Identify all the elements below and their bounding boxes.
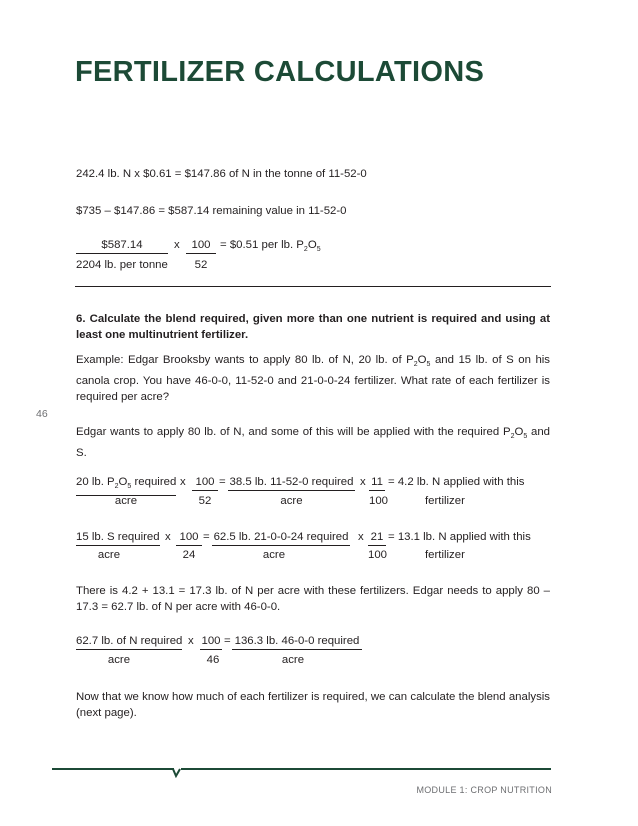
calc3-result: = $0.51 per lb. $P_2O_5$ [220,239,321,253]
eq2-times-2: x [358,531,364,543]
eq3-times: x [188,635,194,647]
summary-paragraph: There is 4.2 + 13.1 = 17.3 lb. of N per acre with these fertilizers. Edgar needs to apply 80 – 17.3 = 62.7 lb. of N per acre with 46-0-0. [76,585,550,613]
eq1-term3-den: acre [280,495,303,507]
eq1-frac2-den: 100 [369,495,389,507]
eq2-result: = 13.1 lb. N applied with this [388,531,531,543]
eq2-result-den: fertilizer [425,549,465,561]
eq3-frac-den: 46 [206,654,220,666]
eq1-frac-num: 100 [192,474,218,491]
calc3-numerator: $587.14 [76,237,168,254]
eq1-term1: 20 lb. $P_2O_5$ required [76,474,176,496]
footer-rule-right [181,768,551,770]
calc3-denominator: 2204 lb. per tonne [76,259,168,271]
calc-line-2: $735 – $147.86 = $587.14 remaining value in 11-52-0 [76,205,347,217]
eq3-frac-num: 100 [200,633,222,650]
eq3-term1: 62.7 lb. of N required [76,633,182,650]
eq2-frac-num: 100 [176,529,202,546]
eq1-result-den: fertilizer [425,495,465,507]
calc-line-1: 242.4 lb. N x $0.61 = $147.86 of N in the tonne of 11-52-0 [76,168,367,180]
eq3-term3: 136.3 lb. 46-0-0 required [232,633,362,650]
eq2-term3-den: acre [262,549,286,561]
edgar-paragraph: Edgar wants to apply 80 lb. of N, and some of this will be applied with the required $P_2O_5$ and S. [76,426,550,459]
eq3-term3-den: acre [281,654,305,666]
eq1-term3: 38.5 lb. 11-52-0 required [228,474,355,491]
eq2-equals: = [203,531,210,543]
calc3-times: x [174,239,180,251]
page-number: 46 [36,408,48,420]
footer-rule-left [52,768,174,770]
eq2-term1: 15 lb. S required [76,529,160,546]
eq2-term1-den: acre [97,549,121,561]
calc3-frac-num: 100 [186,237,216,254]
eq1-equals: = [219,476,226,488]
eq2-term3: 62.5 lb. 21-0-0-24 required [212,529,350,546]
eq3-equals: = [224,635,231,647]
eq1-times-2: x [360,476,366,488]
eq1-times-1: x [180,476,186,488]
calc3-frac-den: 52 [194,259,208,271]
section-6-heading: 6. Calculate the blend required, given more than one nutrient is required and using at least one multinutrient fertilizer. [76,313,550,341]
eq1-result: = 4.2 lb. N applied with this [388,476,525,488]
eq1-term1-den: acre [114,495,138,507]
footer-module-label: MODULE 1: CROP NUTRITION [416,785,552,795]
eq2-times-1: x [165,531,171,543]
eq1-frac2-num: 11 [369,474,385,491]
eq2-frac2-den: 100 [368,549,388,561]
page-title: FERTILIZER CALCULATIONS [75,56,485,88]
closing-paragraph: Now that we know how much of each fertilizer is required, we can calculate the blend analysis (next page). [76,691,550,719]
eq2-frac-den: 24 [182,549,196,561]
section-divider [75,286,551,287]
example-paragraph: Example: Edgar Brooksby wants to apply 80 lb. of N, 20 lb. of $P_2O_5$ and 15 lb. of S on his canola crop. You have 46-0-0, 11-52-0 and 21-0-0-24 fertilizer. What rate of each fertilizer is required per acre? [76,354,551,403]
eq3-term1-den: acre [107,654,131,666]
footer-notch-icon [170,764,184,778]
eq2-frac2-num: 21 [368,529,386,546]
eq1-frac-den: 52 [198,495,212,507]
